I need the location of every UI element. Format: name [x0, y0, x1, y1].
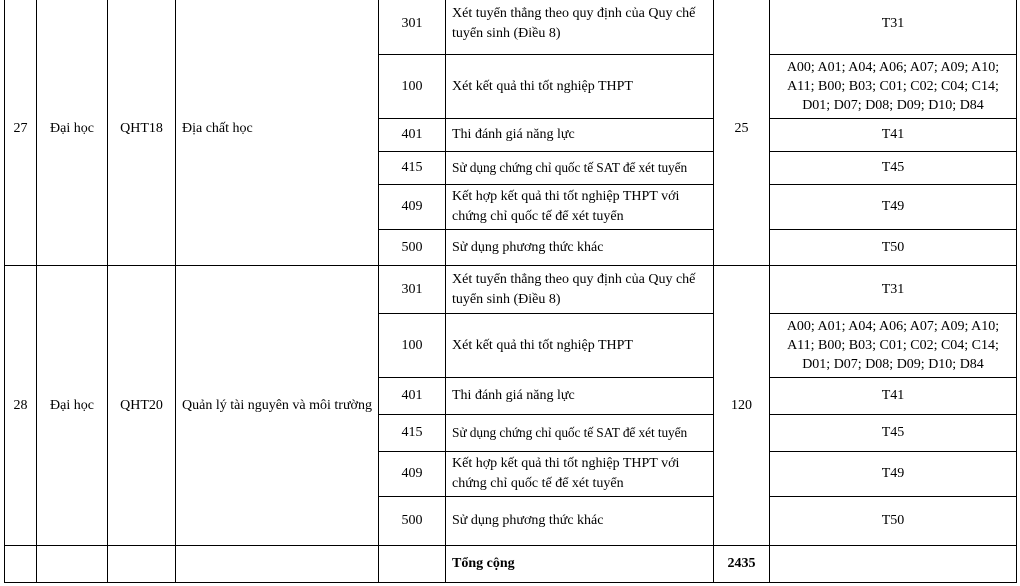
method-code: 301: [379, 0, 446, 55]
program-level: Đại học: [37, 0, 108, 266]
method-code: 401: [379, 119, 446, 152]
subject-combination: T50: [770, 497, 1017, 546]
program-name: Địa chất học: [176, 0, 379, 266]
subject-combination: T41: [770, 378, 1017, 415]
method-description: Sử dụng chứng chỉ quốc tế SAT để xét tuyển: [446, 415, 714, 452]
empty-cell: [37, 546, 108, 583]
method-code: 100: [379, 314, 446, 378]
method-description: Sử dụng phương thức khác: [446, 497, 714, 546]
program-code: QHT18: [108, 0, 176, 266]
program-quota: 120: [714, 266, 770, 546]
subject-combination: A00; A01; A04; A06; A07; A09; A10; A11; B00; B03; C01; C02; C04; C14; D01; D07; D08; D09; D10; D84: [770, 55, 1017, 119]
empty-cell: [770, 546, 1017, 583]
method-description: Xét kết quả thi tốt nghiệp THPT: [446, 314, 714, 378]
subject-combination: T45: [770, 415, 1017, 452]
subject-combination: T31: [770, 266, 1017, 314]
total-value: 2435: [714, 546, 770, 583]
empty-cell: [176, 546, 379, 583]
method-code: 409: [379, 452, 446, 497]
method-description: Sử dụng phương thức khác: [446, 230, 714, 266]
program-level: Đại học: [37, 266, 108, 546]
method-code: 409: [379, 185, 446, 230]
method-description: Xét tuyển thẳng theo quy định của Quy chế tuyển sinh (Điều 8): [446, 0, 714, 55]
subject-combination: T45: [770, 152, 1017, 185]
program-quota: 25: [714, 0, 770, 266]
empty-cell: [379, 546, 446, 583]
method-description: Thi đánh giá năng lực: [446, 119, 714, 152]
method-description: Kết hợp kết quả thi tốt nghiệp THPT với chứng chỉ quốc tế để xét tuyển: [446, 452, 714, 497]
method-code: 500: [379, 497, 446, 546]
subject-combination: T49: [770, 452, 1017, 497]
table-row: [5, 0, 1017, 55]
program-name: Quản lý tài nguyên và môi trường: [176, 266, 379, 546]
program-stt: 27: [5, 0, 37, 266]
method-description: Xét kết quả thi tốt nghiệp THPT: [446, 55, 714, 119]
method-description: Sử dụng chứng chỉ quốc tế SAT để xét tuyển: [446, 152, 714, 185]
program-stt: 28: [5, 266, 37, 546]
total-row: [5, 546, 1017, 583]
method-code: 401: [379, 378, 446, 415]
empty-cell: [5, 546, 37, 583]
subject-combination: A00; A01; A04; A06; A07; A09; A10; A11; B00; B03; C01; C02; C04; C14; D01; D07; D08; D09; D10; D84: [770, 314, 1017, 378]
method-code: 301: [379, 266, 446, 314]
method-code: 100: [379, 55, 446, 119]
subject-combination: T41: [770, 119, 1017, 152]
method-description: Thi đánh giá năng lực: [446, 378, 714, 415]
subject-combination: T49: [770, 185, 1017, 230]
total-label: Tổng cộng: [446, 546, 714, 583]
empty-cell: [108, 546, 176, 583]
method-description: Xét tuyển thẳng theo quy định của Quy chế tuyển sinh (Điều 8): [446, 266, 714, 314]
subject-combination: T50: [770, 230, 1017, 266]
method-code: 500: [379, 230, 446, 266]
method-code: 415: [379, 152, 446, 185]
program-code: QHT20: [108, 266, 176, 546]
method-description: Kết hợp kết quả thi tốt nghiệp THPT với chứng chỉ quốc tế để xét tuyển: [446, 185, 714, 230]
method-code: 415: [379, 415, 446, 452]
admissions-table: [4, 0, 1017, 583]
table-row: [5, 266, 1017, 314]
subject-combination: T31: [770, 0, 1017, 55]
